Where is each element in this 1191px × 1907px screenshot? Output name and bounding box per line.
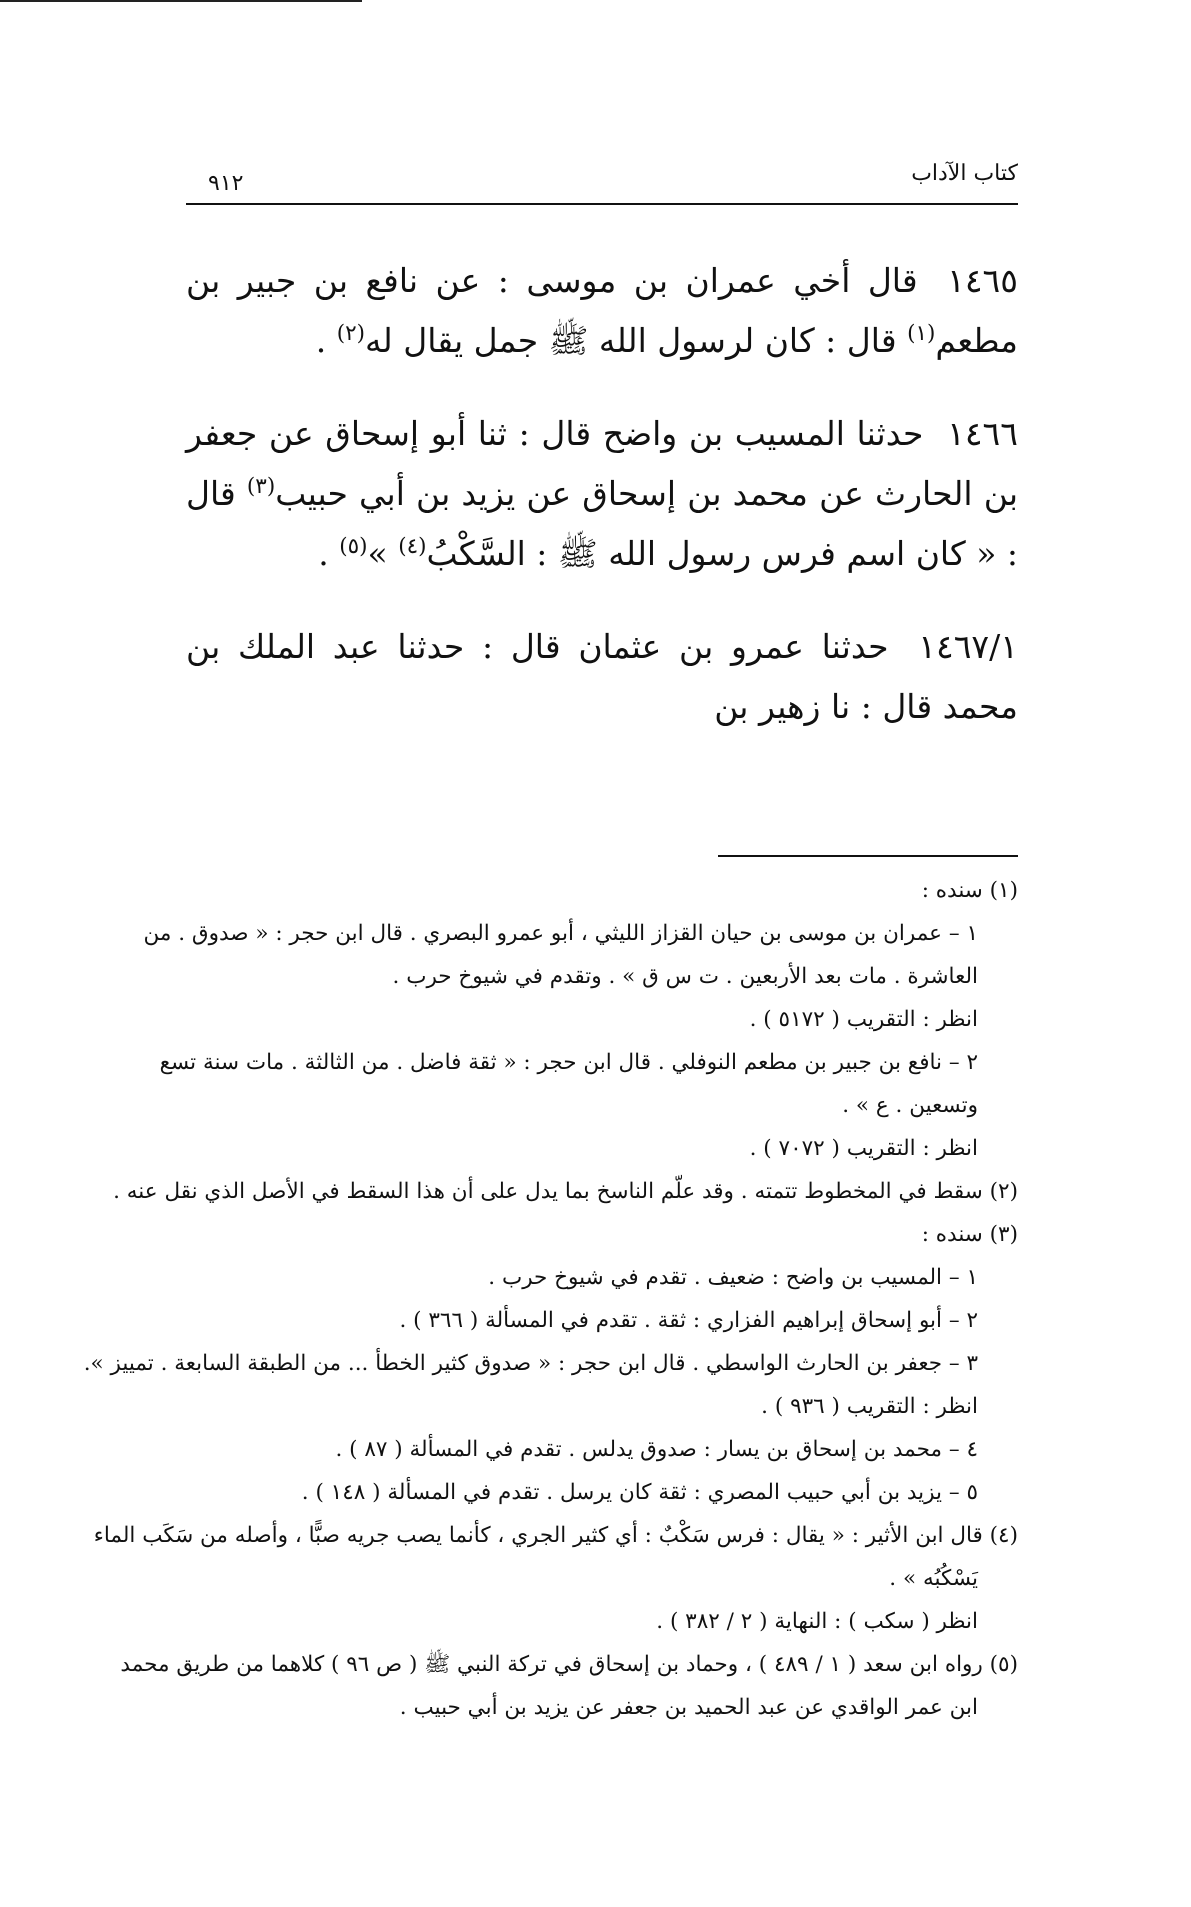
- scan-edge-line: [0, 0, 362, 2]
- main-text: [186, 251, 1018, 737]
- footnote-line: ١ – عمران بن موسى بن حيان القزاز الليثي ، أبو عمرو البصري . قال ابن حجر : « صدوق . من: [143, 921, 978, 946]
- footnotes: [83, 869, 1018, 1729]
- footnote-line: يَسْكُبُه » .: [889, 1566, 978, 1591]
- hadith-text: »: [367, 534, 399, 573]
- book-page: [83, 155, 1019, 1729]
- footnote-ref: (٤): [398, 534, 427, 559]
- footnote-ref: (١): [907, 321, 936, 346]
- footnote-line: وتسعين . ع » .: [842, 1093, 978, 1118]
- footnote-line: (٥) رواه ابن سعد ( ١ / ٤٨٩ ) ، وحماد بن إسحاق في تركة النبي ﷺ ( ص ٩٦ ) كلاهما من طريق محمد: [120, 1652, 1018, 1677]
- footnote-divider: [718, 855, 1018, 857]
- hadith-number: ١٤٦٧/١: [918, 627, 1018, 666]
- hadith-1466: [186, 404, 1018, 584]
- book-title: كتاب الآداب: [911, 161, 1018, 186]
- footnote-line: ٥ – يزيد بن أبي حبيب المصري : ثقة كان يرسل . تقدم في المسألة ( ١٤٨ ) .: [301, 1480, 978, 1505]
- hadith-text: قال أخي عمران بن موسى : عن نافع بن جبير بن مطعم: [186, 261, 1018, 360]
- hadith-1467: [186, 617, 1018, 737]
- footnote-line: ابن عمر الواقدي عن عبد الحميد بن جعفر عن يزيد بن أبي حبيب .: [399, 1695, 978, 1720]
- footnote-line: ٤ – محمد بن إسحاق بن يسار : صدوق يدلس . تقدم في المسألة ( ٨٧ ) .: [335, 1437, 978, 1462]
- footnote-line: انظر ( سكب ) : النهاية ( ٢ / ٣٨٢ ) .: [656, 1609, 978, 1634]
- footnote-ref: (٥): [339, 534, 368, 559]
- hadith-number: ١٤٦٦: [947, 414, 1018, 453]
- hadith-text: .: [315, 321, 337, 360]
- footnote-line: انظر : التقريب ( ٥١٧٢ ) .: [749, 1007, 978, 1032]
- hadith-text: .: [318, 534, 340, 573]
- page-number: ٩١٢: [208, 171, 244, 196]
- hadith-text: قال : كان لرسول الله ﷺ جمل يقال له: [364, 321, 908, 360]
- footnote-ref: (٢): [336, 321, 365, 346]
- hadith-number: ١٤٦٥: [947, 261, 1019, 300]
- footnote-line: (٢) سقط في المخطوط تتمته . وقد علّم الناسخ بما يدل على أن هذا السقط في الأصل الذي نقل عنه .: [113, 1179, 1018, 1204]
- footnote-line: (٤) قال ابن الأثير : « يقال : فرس سَكْبٌ : أي كثير الجري ، كأنما يصب جريه صبًّا ، وأصله من سَكَب الماء: [93, 1523, 1018, 1548]
- hadith-text: قال : « كان اسم فرس رسول الله ﷺ : السَّكْبُ: [186, 474, 1018, 573]
- footnote-line: انظر : التقريب ( ٩٣٦ ) .: [761, 1394, 978, 1419]
- footnote-line: العاشرة . مات بعد الأربعين . ت س ق » . وتقدم في شيوخ حرب .: [392, 964, 978, 989]
- footnote-ref: (٣): [246, 474, 276, 499]
- footnote-line: ٣ – جعفر بن الحارث الواسطي . قال ابن حجر : « صدوق كثير الخطأ ... من الطبقة السابعة . تمييز ».: [83, 1351, 978, 1376]
- page-header: [186, 155, 1018, 205]
- footnote-line: ٢ – أبو إسحاق إبراهيم الفزاري : ثقة . تقدم في المسألة ( ٣٦٦ ) .: [399, 1308, 978, 1333]
- footnote-line: ٢ – نافع بن جبير بن مطعم النوفلي . قال ابن حجر : « ثقة فاضل . من الثالثة . مات سنة تسع: [159, 1050, 978, 1075]
- footnote-line: انظر : التقريب ( ٧٠٧٢ ) .: [749, 1136, 978, 1161]
- hadith-text: حدثنا عمرو بن عثمان قال : حدثنا عبد الملك بن محمد قال : نا زهير بن: [186, 627, 1018, 726]
- hadith-1465: [186, 251, 1018, 371]
- footnote-line: (٣) سنده :: [921, 1222, 1018, 1247]
- footnote-line: (١) سنده :: [921, 878, 1018, 903]
- hadith-text: حدثنا المسيب بن واضح قال : ثنا أبو إسحاق عن جعفر بن الحارث عن محمد بن إسحاق عن يزيد بن أبي حبيب: [186, 414, 1019, 513]
- footnote-line: ١ – المسيب بن واضح : ضعيف . تقدم في شيوخ حرب .: [488, 1265, 978, 1290]
